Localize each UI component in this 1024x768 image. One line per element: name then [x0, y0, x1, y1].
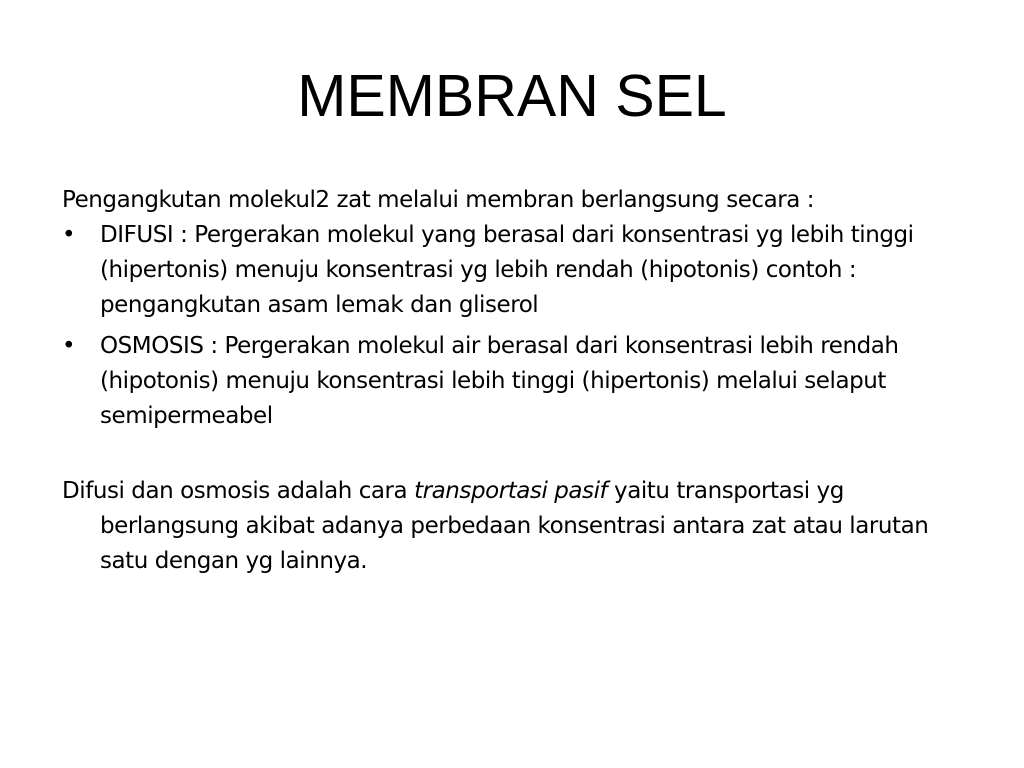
bullet-item-osmosis	[62, 329, 962, 434]
closing-text-start: Difusi dan osmosis adalah cara	[62, 478, 415, 504]
bullet-text: OSMOSIS : Pergerakan molekul air berasal dari konsentrasi lebih rendah (hipotonis) menuju konsentrasi lebih tinggi (hipertonis) melalui selaput semipermeabel	[100, 333, 899, 429]
spacer	[62, 440, 962, 474]
slide-title: MEMBRAN SEL	[297, 63, 727, 129]
closing-emphasis: transportasi pasif	[414, 478, 608, 504]
closing-paragraph	[62, 474, 962, 579]
closing-text-end: yaitu transportasi yg berlangsung akibat adanya perbedaan konsentrasi antara zat atau larutan satu dengan yg lainnya.	[100, 478, 929, 574]
bullet-item-difusi	[62, 218, 962, 323]
bullet-icon: •	[62, 333, 76, 359]
slide-content	[62, 183, 962, 579]
bullet-icon: •	[62, 222, 76, 248]
bullet-text: DIFUSI : Pergerakan molekul yang berasal dari konsentrasi yg lebih tinggi (hipertonis) menuju konsentrasi yg lebih rendah (hipotonis) contoh : pengangkutan asam lemak dan gliserol	[100, 222, 914, 318]
intro-text: Pengangkutan molekul2 zat melalui membran berlangsung secara :	[62, 187, 815, 213]
